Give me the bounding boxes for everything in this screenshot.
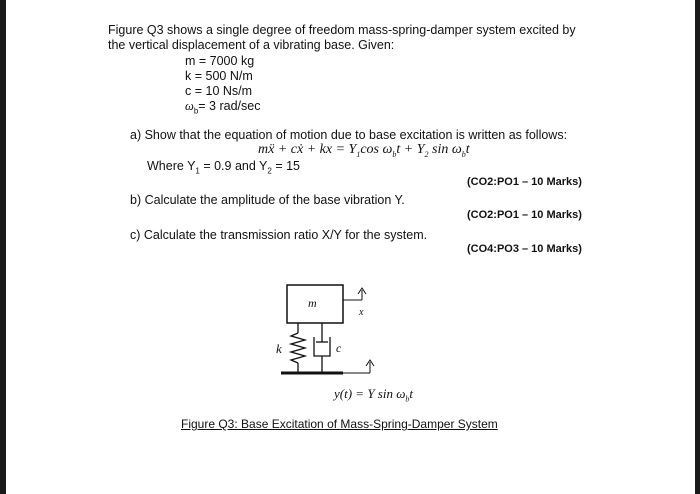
c-label: c	[336, 341, 342, 355]
x-displacement-arrow	[343, 288, 366, 300]
part-c-marks: (CO4:PO3 – 10 Marks)	[467, 243, 582, 255]
part-a-text: a) Show that the equation of motion due to base excitation is written as follows:	[130, 128, 568, 142]
part-b-marks: (CO2:PO1 – 10 Marks)	[467, 209, 582, 221]
given-damping: c = 10 Ns/m	[185, 84, 253, 98]
given-base-frequency: $\omega_b= 3$ rad/sec	[185, 99, 261, 116]
base-displacement-equation: y(t) = Y $\sin \omega_bt$	[334, 386, 414, 404]
where-values: Where $Y_1 = 0.9$ and $Y_2 = 15$	[147, 159, 301, 176]
x-label: x	[359, 307, 364, 318]
y-displacement-arrow	[343, 360, 374, 373]
part-a-marks: (CO2:PO1 – 10 Marks)	[467, 176, 582, 188]
k-label: k	[276, 341, 282, 356]
intro-line-2: the vertical displacement of a vibrating base. Given:	[108, 38, 395, 52]
equation-of-motion: mẍ + cẋ + kx = $Y_1\cos$ $\omega_bt + Y_2$ $\sin \omega_bt$	[258, 142, 470, 159]
given-stiffness: k = 500 N/m	[185, 69, 253, 83]
intro-line-1: Figure Q3 shows a single degree of freedom mass-spring-damper system excited by	[108, 23, 576, 37]
part-b-text: b) Calculate the amplitude of the base vibration Y.	[130, 193, 405, 207]
spring	[291, 323, 305, 372]
mass-label: m	[308, 296, 317, 310]
part-c-text: c) Calculate the transmission ratio X/Y for the system.	[130, 228, 428, 242]
given-mass: m = 7000 kg	[185, 54, 255, 68]
figure-caption: Figure Q3: Base Excitation of Mass-Spring-Damper System	[181, 417, 498, 431]
damper	[314, 323, 330, 372]
